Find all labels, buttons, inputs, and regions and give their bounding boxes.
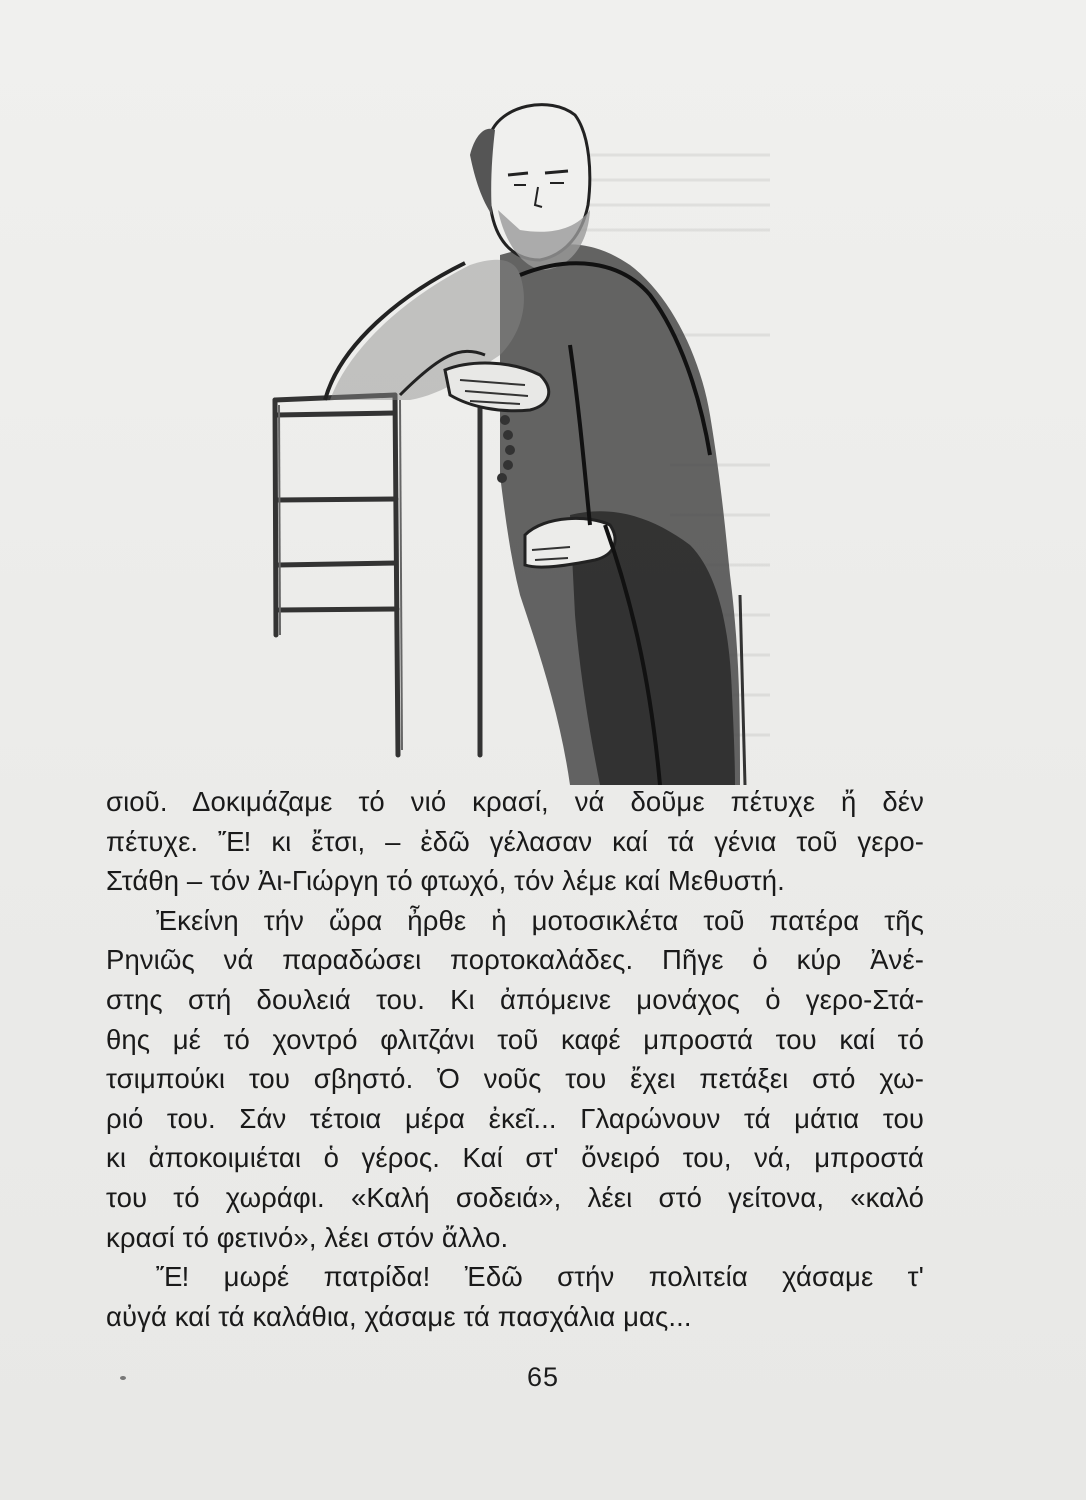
text-line: πέτυχε. Ἔ! κι ἔτσι, – ἐδῶ γέλασαν καί τά γένια τοῦ γερο- — [106, 825, 924, 857]
text-line: Ἐκείνη τήν ὥρα ἦρθε ἡ μοτοσικλέτα τοῦ πατέρα τῆς — [156, 904, 924, 936]
text-line: σιοῦ. Δοκιμάζαμε τό νιό κρασί, νά δοῦμε πέτυχε ἤ δέν — [106, 786, 924, 817]
text-line: Ρηνιῶς νά παραδώσει πορτοκαλάδες. Πῆγε ὁ κύρ Ἀνέ- — [106, 944, 924, 976]
text-line: θης μέ τό χοντρό φλιτζάνι τοῦ καφέ μπροστά του καί τό — [106, 1023, 924, 1055]
text-line: Στάθη – τόν Ἀι-Γιώργη τό φτωχό, τόν λέμε καί Μεθυστή. — [106, 865, 785, 897]
page-number: 65 — [526, 1362, 560, 1392]
text-line: κι ἀποκοιμιέται ὁ γέρος. Καί στ' ὄνειρό του, νά, μπροστά — [106, 1142, 924, 1174]
text-line: τσιμπούκι του σβηστό. Ὁ νοῦς του ἔχει πετάξει στό χω- — [106, 1063, 924, 1095]
text-line: του τό χωράφι. «Καλή σοδειά», λέει στό γείτονα, «καλό — [106, 1181, 924, 1213]
text-line: στης στή δουλειά του. Κι ἀπόμεινε μονάχος ὁ γερο-Στά- — [106, 983, 924, 1015]
text-line: Ἔ! μωρέ πατρίδα! Ἐδῶ στήν πολιτεία χάσαμε τ' — [156, 1261, 924, 1293]
text-line: κρασί τό φετινό», λέει στόν ἄλλο. — [106, 1221, 509, 1253]
body-text — [106, 782, 924, 1336]
illustration-old-man-seated — [270, 95, 770, 785]
text-line: αὐγά καί τά καλάθια, χάσαμε τά πασχάλια μας... — [106, 1300, 692, 1332]
text-line: ριό του. Σάν τέτοια μέρα ἐκεῖ... Γλαρώνουν τά μάτια του — [106, 1102, 924, 1134]
